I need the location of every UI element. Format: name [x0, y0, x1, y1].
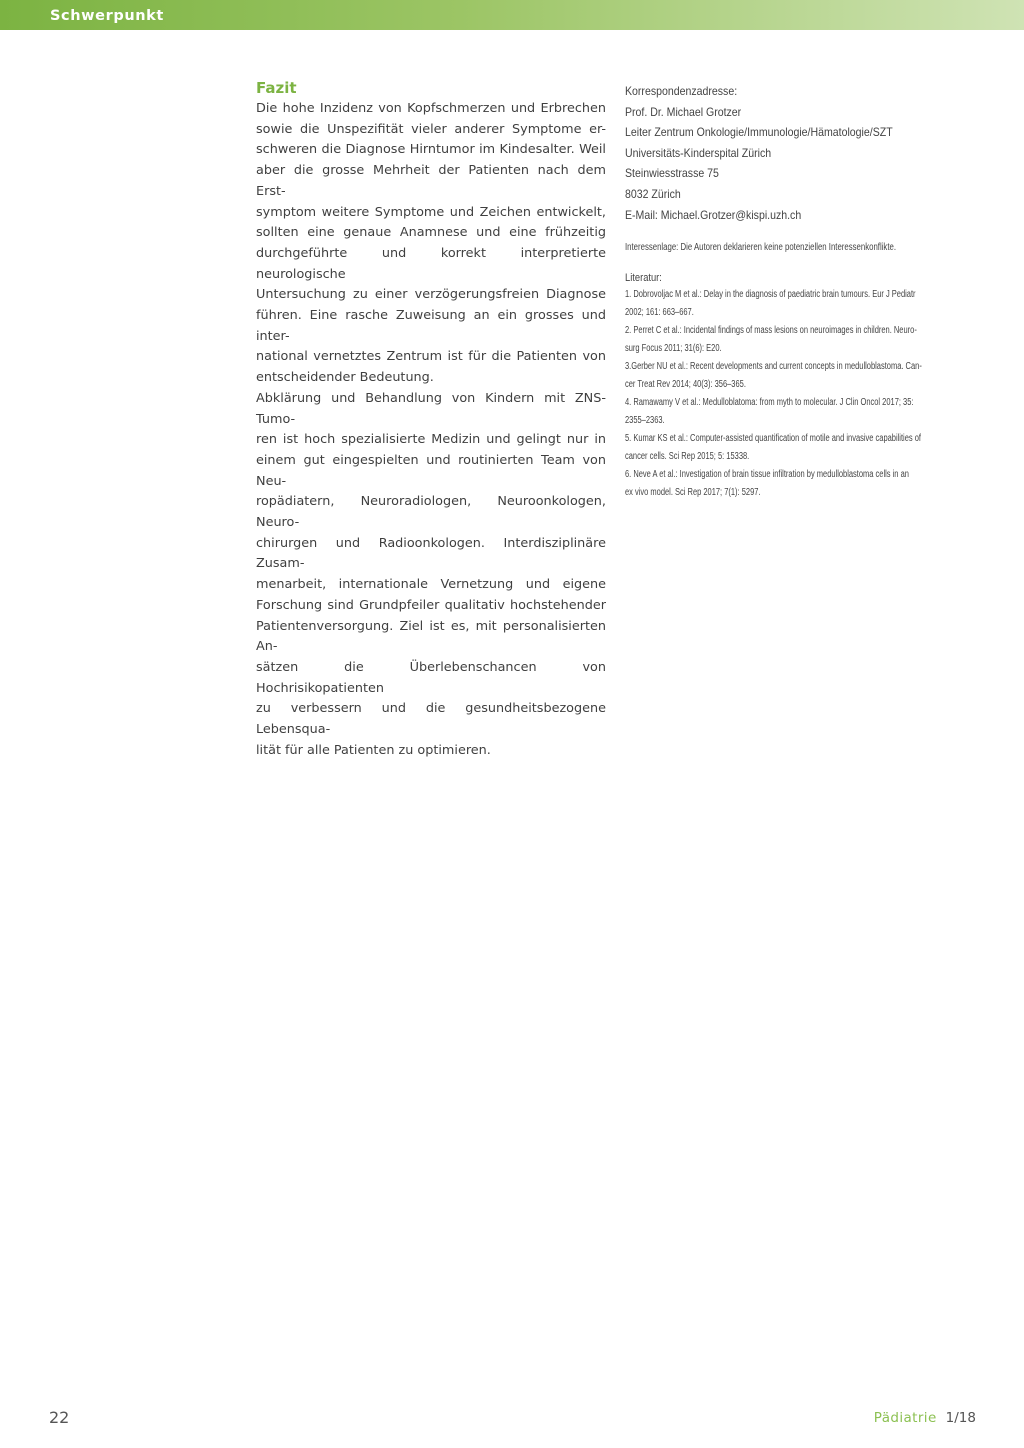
reference-line: 3.Gerber NU et al.: Recent developments and current concepts in medulloblastoma. Can- [625, 361, 922, 373]
conclusion-paragraph-1 [256, 99, 606, 389]
text-line: entscheidender Bedeutung. [256, 370, 434, 386]
text-line: führen. Eine rasche Zuweisung an ein grosses und inter- [256, 308, 606, 344]
text-line: national vernetztes Zentrum ist für die Patienten von [256, 349, 606, 365]
reference-line: ex vivo model. Sci Rep 2017; 7(1): 5297. [625, 487, 761, 499]
reference-line: 2. Perret C et al.: Incidental findings of mass lesions on neuroimages in children. Neuro- [625, 325, 917, 337]
text-line: durchgeführte und korrekt interpretierte neurologische [256, 245, 606, 282]
text-line: symptom weitere Symptome und Zeichen entwickelt, [256, 204, 606, 220]
address-line: Steinwiesstrasse 75 [625, 166, 719, 181]
address-line: E-Mail: Michael.Grotzer@kispi.uzh.ch [625, 207, 802, 222]
text-line: aber die grosse Mehrheit der Patienten nach dem Erst- [256, 163, 606, 199]
reference-line: 6. Neve A et al.: Investigation of brain tissue infiltration by medulloblastoma cells in an [625, 469, 909, 481]
text-line: sowie die Unspezifität vieler anderer Symptome er- [256, 121, 606, 137]
address-line: 8032 Zürich [625, 186, 681, 201]
address-line: Leiter Zentrum Onkologie/Immunologie/Hämatologie/SZT [625, 125, 893, 140]
journal-footer [874, 1409, 976, 1427]
sidebar-column [625, 81, 975, 502]
reference-line: surg Focus 2011; 31(6): E20. [625, 343, 722, 355]
reference-line: 5. Kumar KS et al.: Computer-assisted quantification of motile and invasive capabilities of [625, 433, 921, 445]
reference-line: cer Treat Rev 2014; 40(3): 356–365. [625, 379, 746, 391]
reference-line: 4. Ramawamy V et al.: Medulloblatoma: from myth to molecular. J Clin Oncol 2017; 35: [625, 397, 914, 409]
reference-line: cancer cells. Sci Rep 2015; 5: 15338. [625, 451, 750, 463]
text-line: Patientenversorgung. Ziel ist es, mit personalisierten An- [256, 618, 606, 655]
section-header-bar [0, 0, 1024, 30]
text-line: schweren die Diagnose Hirntumor im Kindesalter. Weil [256, 142, 606, 158]
reference-line: 1. Dobrovoljac M et al.: Delay in the diagnosis of paediatric brain tumours. Eur J Pediatr [625, 289, 916, 301]
text-line: zu verbessern und die gesundheitsbezogene Lebensqua- [256, 701, 606, 738]
address-line: Universitäts-Kinderspital Zürich [625, 145, 772, 160]
main-text-column [256, 78, 606, 762]
address-line: Korrespondenzadresse: [625, 84, 738, 98]
reference-line: 2355–2363. [625, 415, 665, 427]
correspondence-address [625, 81, 975, 225]
text-line: Forschung sind Grundpfeiler qualitativ hochstehender [256, 597, 606, 613]
text-line: lität für alle Patienten zu optimieren. [256, 742, 491, 758]
literature-heading: Literatur: [625, 272, 662, 285]
text-line: chirurgen und Radioonkologen. Interdisziplinäre Zusam- [256, 535, 606, 572]
page-number: 22 [49, 1408, 70, 1427]
issue-number: 1/18 [945, 1410, 976, 1426]
text-line: menarbeit, internationale Vernetzung und eigene [256, 577, 606, 593]
reference-line: 2002; 161: 663–667. [625, 307, 694, 319]
conflict-of-interest-note: Interessenlage: Die Autoren deklarieren keine potenziellen Interessenkonflikte. [625, 242, 897, 254]
text-line: sätzen die Überlebenschancen von Hochrisikopatienten [256, 659, 606, 696]
address-line: Prof. Dr. Michael Grotzer [625, 104, 742, 119]
section-title: Fazit [256, 79, 297, 97]
text-line: sollten eine genaue Anamnese und eine frühzeitig [256, 225, 606, 241]
text-line: Die hohe Inzidenz von Kopfschmerzen und Erbrechen [256, 101, 606, 116]
conclusion-paragraph-2 [256, 389, 606, 762]
text-line: ropädiatern, Neuroradiologen, Neuroonkologen, Neuro- [256, 494, 606, 531]
journal-name: Pädiatrie [873, 1410, 937, 1426]
text-line: ren ist hoch spezialisierte Medizin und gelingt nur in [256, 432, 606, 448]
text-line: Untersuchung zu einer verzögerungsfreien Diagnose [256, 287, 606, 303]
section-label: Schwerpunkt [50, 8, 164, 24]
text-line: Abklärung und Behandlung von Kindern mit ZNS-Tumo- [256, 390, 606, 427]
text-line: einem gut eingespielten und routinierten Team von Neu- [256, 452, 606, 489]
reference-list [625, 286, 975, 502]
